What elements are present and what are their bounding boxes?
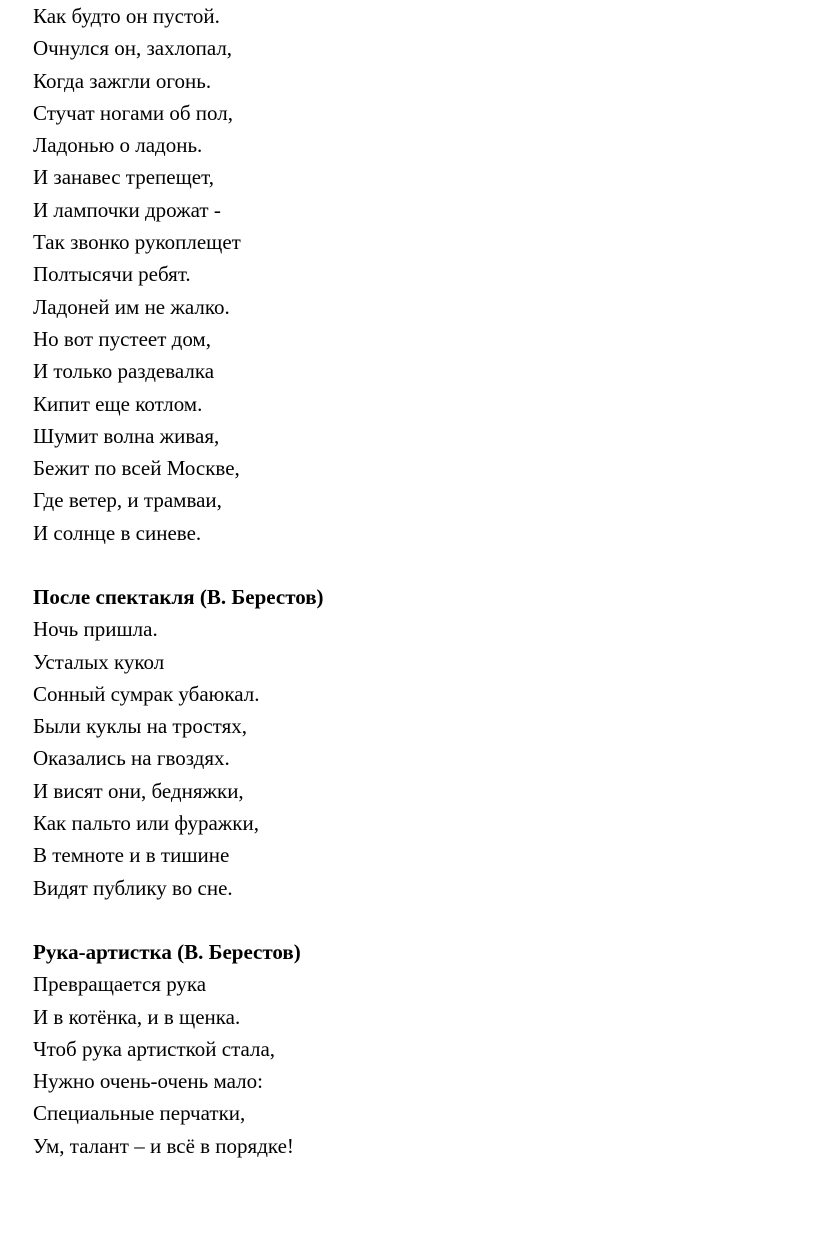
poem-line: Видят публику во сне. [33, 875, 233, 900]
poem-line: Ладоней им не жалко. [33, 294, 230, 319]
poem-title: После спектакля (В. Берестов) [33, 585, 324, 609]
poem-line: Полтысячи ребят. [33, 262, 191, 287]
poem-line: Но вот пустеет дом, [33, 326, 211, 351]
poem-title: Рука-артистка (В. Берестов) [33, 940, 301, 964]
poem-line: И солнце в синеве. [33, 520, 202, 545]
poem-line: Как пальто или фуражки, [33, 811, 259, 836]
poem-line: Ум, талант – и всё в порядке! [33, 1133, 294, 1158]
poem-line: И только раздевалка [33, 359, 215, 384]
poem-line: Нужно очень-очень мало: [33, 1069, 263, 1094]
poem-line: И в котёнка, и в щенка. [33, 1004, 241, 1029]
poem-line: Ночь пришла. [33, 617, 158, 642]
poem-line: Превращается рука [33, 972, 207, 997]
poem-line: И занавес трепещет, [33, 165, 214, 190]
poem-continuation [33, 0, 241, 549]
poem-line: Очнулся он, захлопал, [33, 36, 233, 61]
poem-line: Когда зажгли огонь. [33, 68, 212, 93]
poem-line: Кипит еще котлом. [33, 391, 203, 416]
poem-line: Оказались на гвоздях. [33, 746, 230, 771]
poem-line: В темноте и в тишине [33, 843, 230, 868]
poem-line: Были куклы на тростях, [33, 714, 247, 739]
poem-line: Бежит по всей Москве, [33, 456, 240, 481]
poem-line: Как будто он пустой. [33, 4, 220, 28]
poem-line: Чтоб рука артисткой стала, [33, 1036, 276, 1061]
poem-after-performance [33, 581, 324, 904]
poem-line: Где ветер, и трамваи, [33, 488, 222, 513]
poem-line: И висят они, бедняжки, [33, 778, 244, 803]
poem-line: Шумит волна живая, [33, 423, 220, 448]
poem-line: Сонный сумрак убаюкал. [33, 681, 260, 706]
poem-line: Так звонко рукоплещет [33, 230, 241, 255]
poem-line: Ладонью о ладонь. [33, 133, 203, 158]
poem-hand-artist [33, 936, 301, 1162]
poem-line: Стучат ногами об пол, [33, 100, 233, 125]
poem-line: Усталых кукол [33, 649, 165, 674]
poem-line: И лампочки дрожат - [33, 197, 221, 222]
poem-line: Специальные перчатки, [33, 1101, 246, 1126]
